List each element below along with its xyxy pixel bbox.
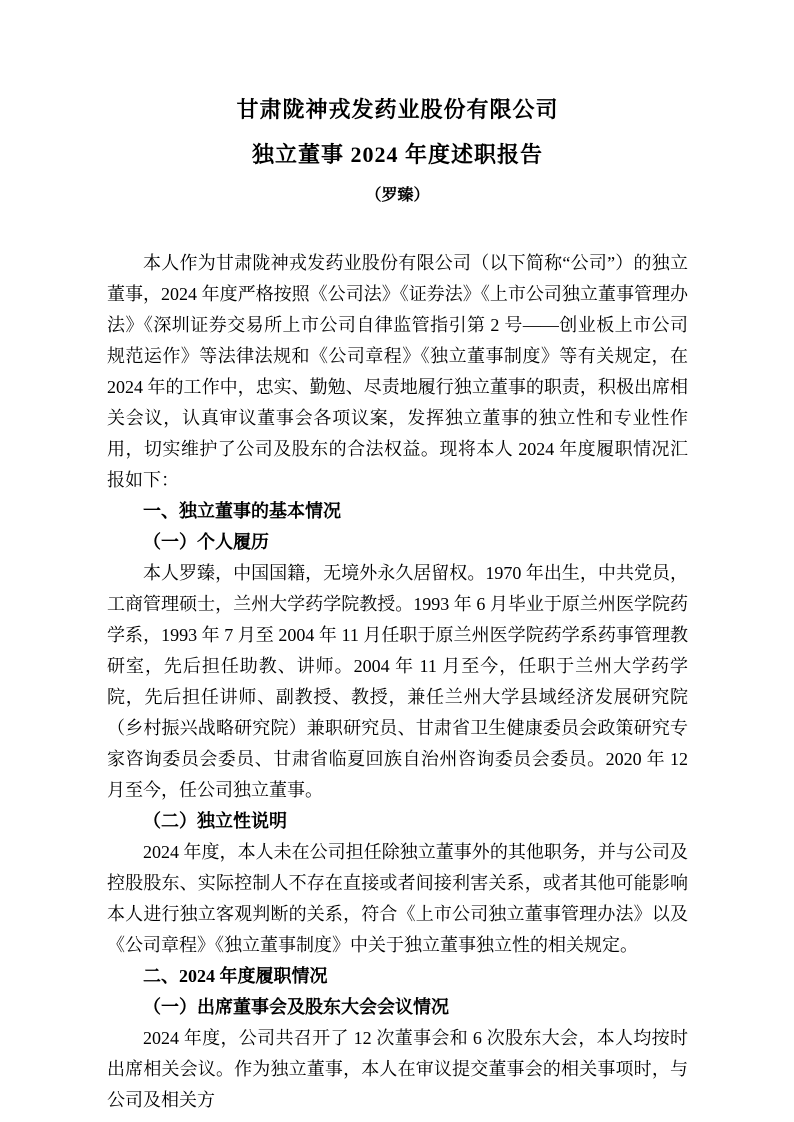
document-header — [107, 96, 688, 206]
company-name-title: 甘肃陇神戎发药业股份有限公司 — [236, 97, 559, 122]
document-body — [107, 248, 688, 1116]
body-paragraph: 2024 年度，本人未在公司担任除独立董事外的其他职务，并与公司及控股股东、实际控制人不存在直接或者间接利害关系，或者其他可能影响本人进行独立客观判断的关系，符合《上市公司独立董事管理办法》以及《公司章程》《独立董事制度》中关于独立董事独立性的相关规定。 — [107, 842, 688, 955]
body-paragraph: 2024 年度，公司共召开了 12 次董事会和 6 次股东大会，本人均按时出席相关会议。作为独立董事，本人在审议提交董事会的相关事项时，与公司及相关方 — [107, 1028, 688, 1110]
body-paragraph: 本人罗臻，中国国籍，无境外永久居留权。1970 年出生，中共党员，工商管理硕士，兰州大学药学院教授。1993 年 6 月毕业于原兰州医学院药学系，1993 年 7 月至 2004 年 11 月任职于原兰州医学院药学系药事管理教研室，先后担任助教、讲师。2004 年 11 月至今，任职于兰州大学药学院，先后担任讲师、副教授、教授，兼任兰州大学县域经济发展研究院（乡村振兴战略研究院）兼职研究员、甘肃省卫生健康委员会政策研究专家咨询委员会委员、甘肃省临夏回族自治州咨询委员会委员。2020 年 12 月至今，任公司独立董事。 — [107, 563, 688, 800]
report-title: 独立董事 2024 年度述职报告 — [251, 142, 543, 167]
section-heading: （一）个人履历 — [143, 532, 269, 552]
section-heading: （一）出席董事会及股东大会会议情况 — [143, 997, 449, 1017]
section-heading: 二、2024 年度履职情况 — [143, 966, 328, 986]
section-heading: 一、独立董事的基本情况 — [143, 501, 341, 521]
section-heading: （二）独立性说明 — [143, 811, 287, 831]
author-name: （罗臻） — [365, 187, 430, 204]
body-paragraph: 本人作为甘肃陇神戎发药业股份有限公司（以下简称“公司”）的独立董事，2024 年度严格按照《公司法》《证券法》《上市公司独立董事管理办法》《深圳证券交易所上市公司自律监管指引第 2 号——创业板上市公司规范运作》等法律法规和《公司章程》《独立董事制度》等有关规定，在 2024 年的工作中，忠实、勤勉、尽责地履行独立董事的职责，积极出席相关会议，认真审议董事会各项议案，发挥独立董事的独立性和专业性作用，切实维护了公司及股东的合法权益。现将本人 2024 年度履职情况汇报如下： — [107, 253, 688, 490]
